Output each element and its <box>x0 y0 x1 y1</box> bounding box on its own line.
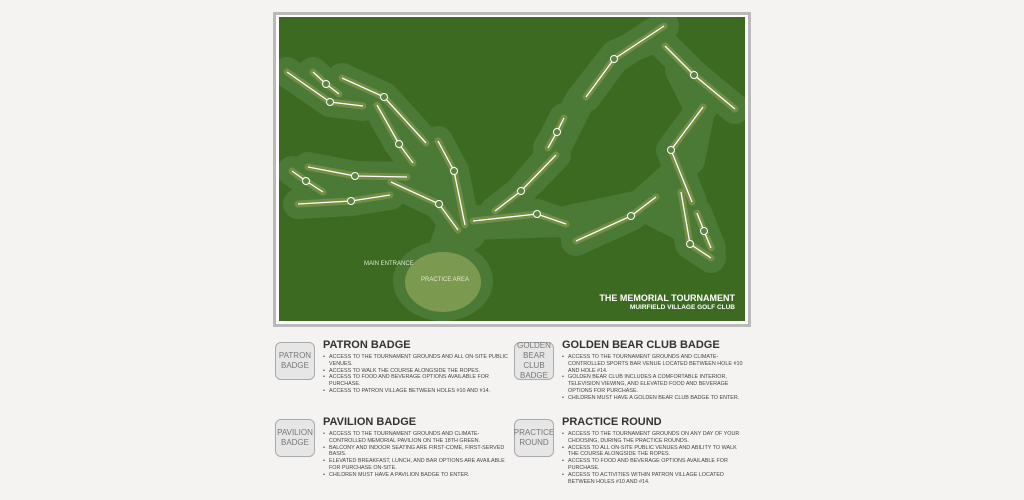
pavilion-badge-icon: PAVILION BADGE <box>275 419 315 457</box>
benefit-item: • CHILDREN MUST HAVE A PAVILION BADGE TO ENTER. <box>323 472 508 479</box>
benefit-item: • ACCESS TO ACTIVITIES WITHIN PATRON VILLAGE LOCATED BETWEEN HOLES #10 AND #14. <box>562 472 747 486</box>
benefit-item: • CHILDREN MUST HAVE A GOLDEN BEAR CLUB BADGE TO ENTER. <box>562 395 747 402</box>
hole-marker[interactable] <box>554 129 561 136</box>
benefit-item: • BALCONY AND INDOOR SEATING ARE FIRST-COME, FIRST-SERVED BASIS. <box>323 445 508 459</box>
benefit-item: • ELEVATED BREAKFAST, LUNCH, AND BAR OPTIONS ARE AVAILABLE FOR PURCHASE ON-SITE. <box>323 458 508 472</box>
course-map-drawing <box>279 17 745 321</box>
benefit-item: • ACCESS TO FOOD AND BEVERAGE OPTIONS AVAILABLE FOR PURCHASE. <box>323 374 508 388</box>
benefit-item: • ACCESS TO THE TOURNAMENT GROUNDS ON ANY DAY OF YOUR CHOOSING, DURING THE PRACTICE ROUNDS. <box>562 431 747 445</box>
benefit-item: • ACCESS TO FOOD AND BEVERAGE OPTIONS AVAILABLE FOR PURCHASE. <box>562 458 747 472</box>
main-entrance-label: MAIN ENTRANCE <box>364 261 414 267</box>
badge-benefits <box>562 354 747 402</box>
course-map[interactable] <box>279 17 745 321</box>
hole-marker[interactable] <box>352 173 359 180</box>
practice-area-label: PRACTICE AREA <box>421 277 470 283</box>
patron-badge-icon: PATRON BADGE <box>275 342 315 380</box>
badge-benefits <box>323 431 508 479</box>
badge-benefits <box>562 431 747 485</box>
golden-bear-badge-icon: GOLDEN BEAR CLUB BADGE <box>514 342 554 380</box>
tournament-title: THE MEMORIAL TOURNAMENT <box>599 293 735 303</box>
hole-marker[interactable] <box>611 56 618 63</box>
hole-marker[interactable] <box>451 168 458 175</box>
benefit-item: • ACCESS TO THE TOURNAMENT GROUNDS AND ALL ON-SITE PUBLIC VENUES. <box>323 354 508 368</box>
hole-marker[interactable] <box>327 99 334 106</box>
benefit-item: • GOLDEN BEAR CLUB INCLUDES A COMFORTABLE INTERIOR, TELEVISION VIEWING, AND ELEVATED FOOD AND BEVERAGE OPTIONS FOR PURCHASE. <box>562 374 747 394</box>
badge-title: GOLDEN BEAR CLUB BADGE <box>562 339 720 351</box>
hole-marker[interactable] <box>691 72 698 79</box>
hole-marker[interactable] <box>323 81 330 88</box>
club-name: MUIRFIELD VILLAGE GOLF CLUB <box>629 304 735 311</box>
hole-marker[interactable] <box>628 213 635 220</box>
hole-marker[interactable] <box>668 147 675 154</box>
hole-marker[interactable] <box>687 241 694 248</box>
badge-title: PAVILION BADGE <box>323 416 417 428</box>
badge-benefits <box>323 354 508 395</box>
benefit-item: • ACCESS TO THE TOURNAMENT GROUNDS AND CLIMATE-CONTROLLED SPORTS BAR VENUE LOCATED BETWEEN HOLE #10 AND HOLE #14. <box>562 354 747 374</box>
hole-marker[interactable] <box>348 198 355 205</box>
hole-marker[interactable] <box>534 211 541 218</box>
hole-marker[interactable] <box>518 188 525 195</box>
benefit-item: • ACCESS TO WALK THE COURSE ALONGSIDE THE ROPES. <box>323 368 508 375</box>
hole-marker[interactable] <box>303 178 310 185</box>
hole-marker[interactable] <box>381 94 388 101</box>
badge-title: PATRON BADGE <box>323 339 411 351</box>
hole-marker[interactable] <box>701 228 708 235</box>
practice-round-icon: PRACTICE ROUND <box>514 419 554 457</box>
course-map-frame <box>273 12 751 327</box>
benefit-item: • ACCESS TO THE TOURNAMENT GROUNDS AND CLIMATE-CONTROLLED MEMORIAL PAVILION ON THE 18TH GREEN. <box>323 431 508 445</box>
benefit-item: • ACCESS TO PATRON VILLAGE BETWEEN HOLES #10 AND #14. <box>323 388 508 395</box>
hole-marker[interactable] <box>396 141 403 148</box>
hole-marker[interactable] <box>436 201 443 208</box>
badge-title: PRACTICE ROUND <box>562 416 662 428</box>
benefit-item: • ACCESS TO ALL ON-SITE PUBLIC VENUES AND ABILITY TO WALK THE COURSE ALONGSIDE THE ROPES. <box>562 445 747 459</box>
